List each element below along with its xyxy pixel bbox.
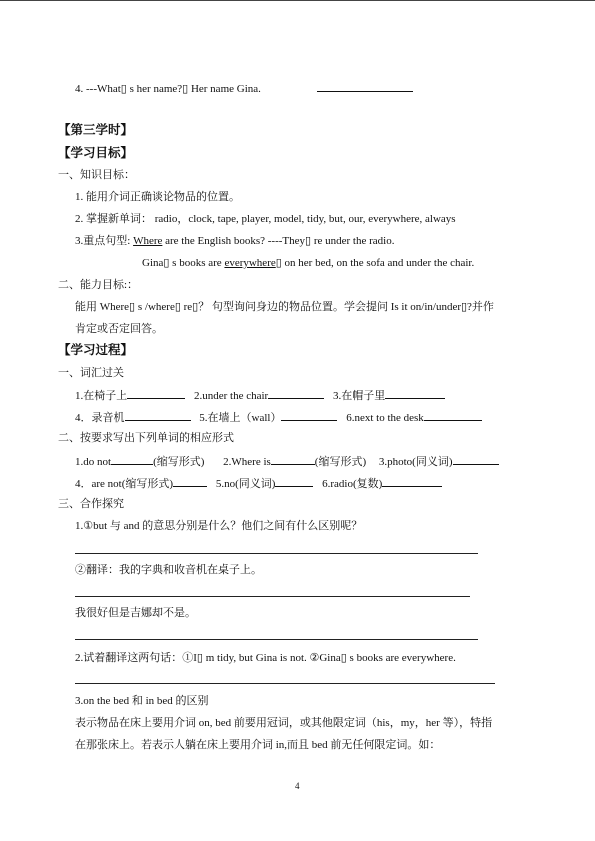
item3-where: Where — [133, 235, 163, 247]
vocab-row-2 — [75, 409, 482, 425]
item3-prefix: 3.重点句型: — [75, 235, 134, 247]
answer-blank[interactable] — [281, 409, 337, 421]
knowledge-item-2: 2. 掌握新单词： radio，clock, tape, player, model, tidy, but, our, everywhere, always — [75, 213, 456, 225]
coop-q3: 3.on the bed 和 in bed 的区别 — [75, 695, 209, 707]
forms-item: 2.Where is — [223, 456, 271, 468]
coop-title: 三、合作探究 — [58, 498, 124, 510]
forms-row-2 — [75, 475, 442, 491]
process-heading: 【学习过程】 — [58, 343, 134, 357]
knowledge-item-3b — [142, 256, 474, 270]
coop-q1: 1.①but 与 and 的意思分别是什么？他们之间有什么区别呢？ — [75, 520, 363, 532]
forms-item: 4．are not(缩写形式) — [75, 478, 174, 490]
forms-item: 5.no(同义词) — [215, 478, 276, 490]
item3b-everywhere: everywhere — [224, 257, 276, 269]
knowledge-title: 一、知识目标： — [58, 169, 135, 181]
answer-blank[interactable] — [268, 387, 324, 399]
question-4-text: 4. ---What▯ s her name?▯ Her name Gina. — [75, 83, 261, 95]
answer-line[interactable] — [75, 596, 470, 597]
page-number: 4 — [295, 781, 300, 791]
answer-blank[interactable] — [271, 453, 315, 465]
answer-line[interactable] — [75, 683, 495, 684]
forms-item: 6.radio(复数) — [322, 478, 383, 490]
vocab-title: 一、词汇过关 — [58, 367, 124, 379]
answer-blank[interactable] — [173, 475, 207, 487]
coop-q1c: 我很好但是吉娜却不是。 — [75, 607, 196, 619]
coop-q3a: 表示物品在床上要用介词 on, bed 前要用冠词，或其他限定词（his，my，her 等），特指 — [75, 717, 493, 729]
knowledge-item-3 — [75, 234, 394, 248]
coop-q1b: ②翻译：我的字典和收音机在桌子上。 — [75, 564, 262, 576]
forms-item-note: (缩写形式) — [314, 456, 367, 468]
answer-blank[interactable] — [424, 409, 482, 421]
item3b-pre: Gina▯ s books are — [142, 257, 225, 269]
vocab-item: 2.under the chair — [194, 390, 269, 402]
answer-blank[interactable] — [382, 475, 442, 487]
forms-title: 二、按要求写出下列单词的相应形式 — [58, 432, 234, 444]
forms-item: 3.photo(同义词) — [378, 456, 453, 468]
answer-blank[interactable] — [111, 453, 153, 465]
page-top-border — [0, 0, 595, 1]
vocab-item: 5.在墙上（wall） — [199, 412, 282, 424]
answer-blank[interactable] — [127, 387, 185, 399]
item3b-rest: ▯ on her bed, on the sofa and under the chair. — [275, 257, 475, 269]
forms-item: 1.do not — [75, 456, 112, 468]
forms-row-1 — [75, 453, 499, 469]
answer-line[interactable] — [75, 553, 478, 554]
objectives-heading: 【学习目标】 — [58, 146, 134, 160]
answer-blank[interactable] — [317, 80, 413, 92]
answer-line[interactable] — [75, 639, 478, 640]
ability-title: 二、能力目标:： — [58, 279, 139, 291]
knowledge-item-1: 1. 能用介词正确谈论物品的位置。 — [75, 191, 240, 203]
vocab-item: 4．录音机 — [75, 412, 125, 424]
vocab-item: 1.在椅子上 — [75, 390, 128, 402]
answer-blank[interactable] — [453, 453, 499, 465]
ability-line-2: 肯定或否定回答。 — [75, 323, 163, 335]
vocab-row-1 — [75, 387, 445, 403]
answer-blank[interactable] — [275, 475, 313, 487]
coop-q3b: 在那张床上。若表示人躺在床上要用介词 in,而且 bed 前无任何限定词。如： — [75, 739, 441, 751]
vocab-item: 6.next to the desk — [346, 412, 424, 424]
item3-rest: are the English books? ----They▯ re under the radio. — [162, 235, 395, 247]
section-heading: 【第三学时】 — [58, 123, 134, 137]
ability-line-1: 能用 Where▯ s /where▯ re▯？ 句型询问身边的物品位置。学会提问 Is it on/in/under▯?并作 — [75, 301, 494, 313]
coop-q2: 2.试着翻译这两句话：①I▯ m tidy, but Gina is not. ②Gina▯ s books are everywhere. — [75, 652, 456, 664]
answer-blank[interactable] — [125, 409, 191, 421]
question-4 — [75, 80, 413, 96]
forms-item-note: (缩写形式) — [153, 456, 205, 468]
answer-blank[interactable] — [385, 387, 445, 399]
vocab-item: 3.在帽子里 — [332, 390, 386, 402]
